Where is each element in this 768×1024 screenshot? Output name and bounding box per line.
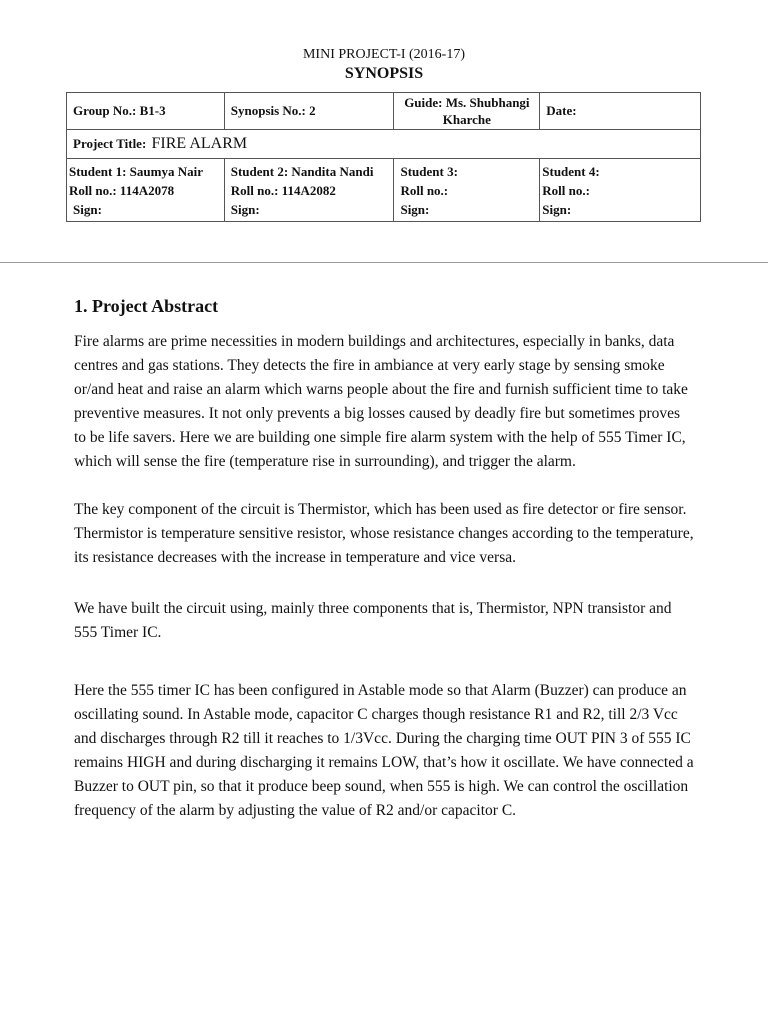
table-row: [67, 159, 701, 222]
student-sign: Sign:: [542, 201, 572, 217]
table-row: [67, 93, 701, 130]
document-header: [0, 46, 768, 84]
student-name: Student 2: Nandita Nandi: [230, 163, 374, 179]
student-name: Student 3:: [400, 163, 458, 179]
document-title: SYNOPSIS: [344, 65, 424, 82]
section-heading: 1. Project Abstract: [74, 296, 219, 316]
synopsis-number-cell: Synopsis No.: 2: [224, 93, 394, 130]
student-sign: Sign:: [230, 201, 260, 217]
abstract-section: [74, 294, 694, 823]
abstract-paragraph-2: The key component of the circuit is Thermistor, which has been used as fire detector or fire sensor. Thermistor is temperature sensitive resistor, whose resistance changes according to the temperature, its resistance decreases with the increase in temperature and vice versa.: [74, 501, 694, 566]
synopsis-info-table: [66, 92, 701, 222]
student-roll: Roll no.:: [400, 182, 449, 198]
abstract-paragraph-4: Here the 555 timer IC has been configured in Astable mode so that Alarm (Buzzer) can produce an oscillating sound. In Astable mode, capacitor C charges though resistance R1 and R2, till 2/3 Vcc and discharges through R2 till it reaches to 1/3Vcc. During the charging time OUT PIN 3 of 555 IC remains HIGH and during discharging it remains LOW, that’s how it oscillate. We have connected a Buzzer to OUT pin, so that it produce beep sound, when 555 is high. We can control the oscillation frequency of the alarm by adjusting the value of R2 and/or capacitor C.: [74, 682, 694, 819]
student-2-cell: [224, 159, 394, 222]
abstract-paragraph-3: We have built the circuit using, mainly three components that is, Thermistor, NPN transistor and 555 Timer IC.: [74, 600, 672, 641]
table-row: [67, 130, 701, 159]
student-1-cell: [67, 159, 225, 222]
student-roll: Roll no.: 114A2078: [69, 182, 175, 198]
student-sign: Sign:: [73, 201, 102, 217]
guide-name-line1: Guide: Ms. Shubhangi: [404, 95, 530, 110]
student-sign: Sign:: [400, 201, 430, 217]
student-4-cell: [540, 159, 701, 222]
group-number-cell: Group No.: B1-3: [67, 93, 225, 130]
project-title-cell: [67, 130, 701, 159]
student-roll: Roll no.: 114A2082: [230, 182, 336, 198]
guide-name-line2: Kharche: [442, 112, 491, 127]
student-3-cell: [394, 159, 540, 222]
student-name: Student 4:: [542, 163, 600, 179]
course-title: MINI PROJECT-I (2016-17): [302, 47, 466, 62]
project-title-value: FIRE ALARM: [151, 135, 248, 152]
abstract-paragraph-1: Fire alarms are prime necessities in modern buildings and architectures, especially in banks, data centres and gas stations. They detects the fire in ambiance at very early stage by sensing smoke or/and heat and raise an alarm which warns people about the fire and furnish sufficient time to take preventive measures. It not only prevents a big losses caused by deadly fire but sometimes proves to be life savers. Here we are building one simple fire alarm system with the help of 555 Timer IC, which will sense the fire (temperature rise in surrounding), and trigger the alarm.: [74, 333, 688, 470]
section-divider: [0, 262, 768, 263]
guide-cell: [394, 93, 540, 130]
date-cell: Date:: [540, 93, 701, 130]
project-title-label: Project Title:: [73, 136, 147, 151]
student-name: Student 1: Saumya Nair: [69, 163, 203, 179]
student-roll: Roll no.:: [542, 182, 590, 198]
